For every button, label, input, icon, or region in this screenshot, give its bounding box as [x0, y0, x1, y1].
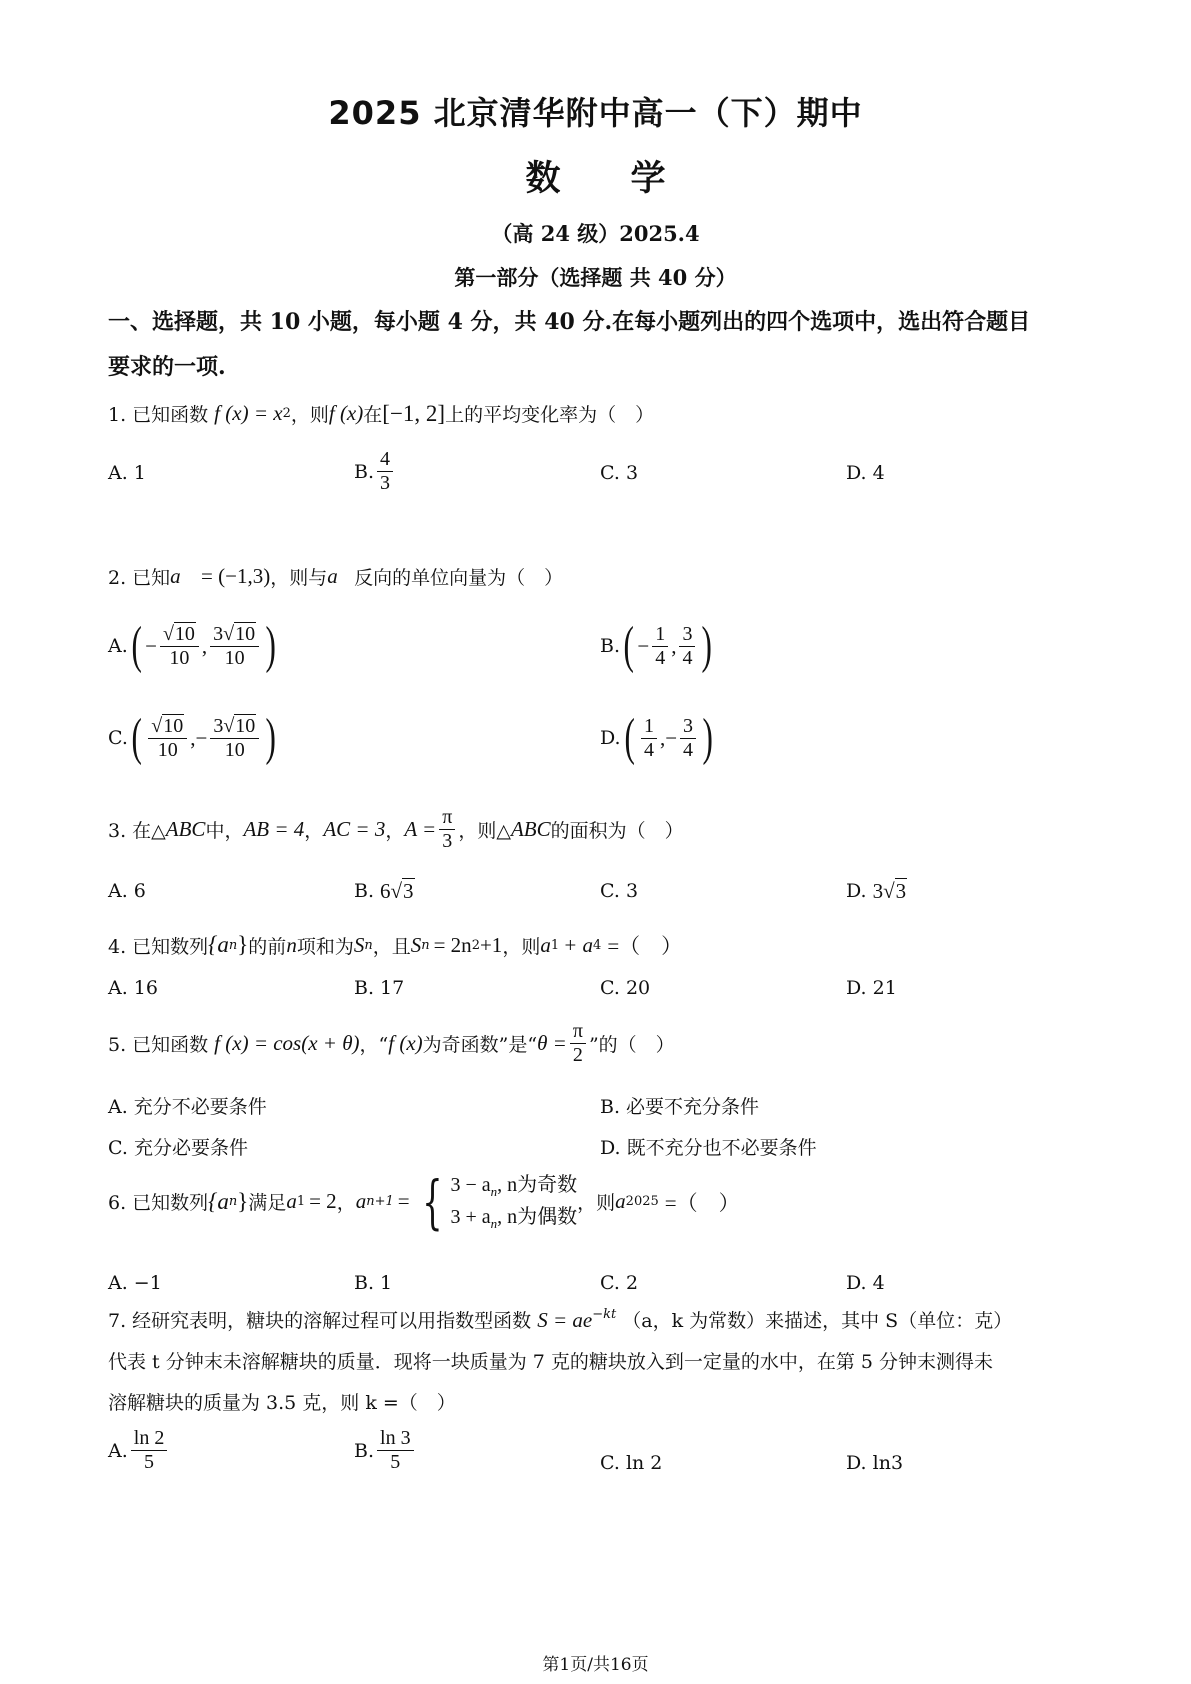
q7-line1: 7. 经研究表明，糖块的溶解过程可以用指数型函数 $S = ae^{-kt}$ （a，k 为常数）来描述，其中 S（单位：克） [108, 1307, 1013, 1332]
q3-den: 3 [442, 830, 453, 852]
q4-option-b: B. 17 [354, 977, 405, 999]
q2-c-rad2: 10 [235, 715, 256, 737]
q1-option-b [354, 448, 396, 495]
q7-line3: 溶解糖块的质量为 3.5 克，则 k =（ ） [108, 1392, 456, 1414]
q1-option-d: D. 4 [846, 462, 885, 484]
q2-d-den1: 4 [643, 738, 654, 761]
q6-option-c: C. 2 [600, 1272, 639, 1294]
exam-title: 2025 北京清华附中高一（下）期中 [328, 94, 863, 132]
q6-eq: = [397, 1189, 410, 1213]
q6-an1: a [355, 1189, 367, 1213]
q2-mid: ，则与 [270, 567, 328, 589]
q3-angle-fraction [439, 806, 455, 853]
q7-option-c: C. ln 2 [600, 1452, 663, 1474]
q4-mid2: 项和为 [296, 935, 354, 958]
q1-option-b-num: 4 [377, 448, 393, 472]
q6-a1-eq: = 2 [309, 1189, 337, 1213]
q4-s: S [353, 932, 365, 957]
q6-seq-sub: n [228, 1194, 238, 1209]
q2-d-num2: 3 [680, 715, 696, 739]
q2-a-sign: − [145, 633, 157, 658]
q2-c-sign: − [195, 725, 208, 750]
q2-a-frac2: 3√ 10 10 [210, 622, 259, 670]
q3-option-b: B. 6 √ 3 [354, 878, 414, 903]
q2-b-num1: 1 [652, 623, 668, 647]
q6-option-d: D. 4 [846, 1272, 885, 1294]
q4-n: n [286, 932, 297, 957]
q3-option-d-label: D. [846, 880, 867, 902]
q2-c-rparen: ) [265, 709, 277, 766]
q3-ab: AB = 4 [243, 817, 305, 841]
q4-seq: {a [208, 932, 229, 957]
q5-option-c: C. 充分必要条件 [108, 1137, 248, 1159]
q5-mid1: ，“ [359, 1034, 389, 1056]
q2-option-b: B. ( − $\frac{1}{4}$ , $\frac{3}{4}$ ) [600, 617, 713, 674]
question-7 [108, 1294, 1083, 1424]
q2-a-frac1: √ 10 10 [160, 622, 199, 670]
q2-a-den1: 10 [169, 647, 190, 669]
q1-function-ref: f (x) [328, 401, 364, 425]
q7-option-a-label: A. [108, 1439, 128, 1462]
q5-mid2: 为奇函数”是“ [422, 1034, 538, 1056]
q7-option-b-label: B. [354, 1439, 375, 1462]
q6-prefix: 6. 已知数列 [108, 1192, 209, 1214]
q4-prefix: 4. 已知数列 [108, 935, 209, 958]
part-heading: 第一部分（选择题 共 40 分） [454, 265, 737, 290]
q1-option-b-den: 3 [380, 472, 391, 494]
q2-vector: a⃗ [170, 564, 198, 588]
q6-option-a: A. −1 [108, 1272, 162, 1294]
q4-mid4: ，则 [502, 935, 541, 958]
q2-b-sign: − [637, 633, 650, 658]
q2-prefix: 2. 已知 [108, 567, 171, 589]
q2-d-num1: 1 [641, 715, 657, 739]
q2-b-lparen: ( [623, 617, 634, 674]
q4-plus: + a [563, 932, 594, 957]
q3-angle: A = [404, 817, 437, 841]
q3-option-b-label: B. [354, 880, 375, 902]
q6-a2025-sub: 2025 [625, 1194, 659, 1209]
q1-suffix: 上的平均变化率为（ ） [445, 404, 655, 426]
q7-option-a-num: ln 2 [131, 1427, 168, 1451]
q4-option-a: A. 16 [108, 977, 158, 999]
q3-sep2: ， [385, 820, 405, 842]
q6-sep: ， [336, 1192, 356, 1214]
q2-option-c: C. ( √ 10 10 , − 3√ 10 10 ) [108, 709, 277, 766]
q2-a-rad1: 10 [174, 623, 195, 645]
q6-a1-sub: 1 [296, 1194, 306, 1209]
q6-case1: $3 - a_n$, n为奇数 [450, 1174, 578, 1199]
q2-c-rad1: 10 [163, 715, 184, 737]
q4-suffix: =（ ） [607, 934, 683, 958]
q1-function: f (x) = x [214, 401, 283, 425]
q6-piecewise [414, 1167, 578, 1236]
question-2 [108, 563, 563, 590]
q1-mid: ，则 [290, 404, 329, 426]
q1-option-b-fraction [377, 448, 393, 495]
q7-formula: S = ae [537, 1308, 593, 1332]
q5-function-ref: f (x) [388, 1031, 423, 1055]
q3-option-b-rad: 3 [403, 879, 414, 903]
q5-theta-fraction [570, 1020, 586, 1067]
q7-option-a-fraction [131, 1427, 168, 1474]
q4-a4-sub: 4 [593, 937, 602, 953]
q3-option-d-coef: 3 [872, 878, 884, 903]
q3-option-d: D. 3 √ 3 [846, 878, 907, 903]
q5-option-d: D. 既不充分也不必要条件 [600, 1137, 817, 1159]
q1-interval: [−1, 2] [382, 400, 446, 426]
q2-b-rparen: ) [701, 617, 713, 674]
q5-function: f (x) = cos(x + θ) [214, 1031, 360, 1055]
q4-s2: S [410, 932, 422, 957]
q3-mid2: ，则△ [458, 820, 511, 842]
q6-mid1: 满足 [248, 1192, 287, 1214]
q2-b-den2: 4 [682, 646, 693, 669]
q5-pi: π [570, 1020, 586, 1044]
q4-mid1: 的前 [248, 935, 287, 958]
q2-d-sign: − [665, 725, 678, 750]
q2-c-den1: 10 [157, 739, 178, 761]
q6-case2: $3 + a_n$, n为偶数 [450, 1205, 578, 1231]
q1-option-b-label: B. [354, 460, 375, 483]
question-6 [108, 1167, 740, 1236]
q2-a-den2: 10 [224, 647, 245, 669]
q5-option-a: A. 充分不必要条件 [108, 1096, 267, 1118]
q4-eq-sup: 2 [471, 937, 480, 953]
q6-suffix: =（ ） [664, 1190, 740, 1215]
q1-option-a: A. 1 [108, 462, 146, 484]
q2-option-a: A. ( − √ 10 10 , 3√ 10 10 ) [108, 617, 277, 674]
q4-s-sub: n [364, 937, 373, 953]
q5-option-b: B. 必要不充分条件 [600, 1096, 760, 1118]
q1-in: 在 [363, 404, 383, 426]
q4-seq-sub: n [228, 937, 238, 953]
q4-option-d: D. 21 [846, 977, 897, 999]
q7-option-b-fraction [377, 1427, 414, 1474]
q3-triangle-ref: ABC [510, 817, 551, 841]
q2-a-rparen: ) [265, 617, 277, 674]
q1-option-c: C. 3 [600, 462, 639, 484]
q6-option-b: B. 1 [354, 1272, 393, 1294]
q2-option-b-label: B. [600, 635, 621, 657]
q2-a-coef2: 3 [213, 623, 224, 645]
q2-c-coef2: 3 [213, 715, 224, 737]
q3-ac: AC = 3 [323, 817, 386, 841]
q4-a1: a [540, 932, 551, 957]
section-instruction-line1: 一、选择题，共 10 小题，每小题 4 分，共 40 分.在每小题列出的四个选项中，选出符合题目 [108, 309, 1031, 335]
q6-a1: a [286, 1189, 297, 1213]
question-4 [108, 930, 682, 960]
q2-b-frac2 [679, 623, 695, 670]
q3-option-c: C. 3 [600, 880, 639, 902]
q3-prefix: 3. 在△ [108, 820, 166, 842]
q2-a-rad2: 10 [235, 623, 256, 645]
q2-d-den2: 4 [683, 738, 694, 761]
q3-suffix: 的面积为（ ） [550, 820, 684, 842]
q7-formula-sup: −kt [592, 1307, 617, 1322]
q7-option-a-den: 5 [144, 1451, 155, 1473]
q2-b-den1: 4 [655, 646, 666, 669]
q2-c-den2: 10 [224, 739, 245, 761]
q7-option-a [108, 1427, 170, 1474]
question-1 [108, 400, 654, 427]
q3-option-d-rad: 3 [895, 879, 907, 903]
q7-option-b [354, 1427, 417, 1474]
q4-seq-close: } [237, 932, 249, 957]
q2-c-frac2: 3√ 10 10 [210, 714, 259, 762]
q6-mid2: ，则 [577, 1192, 616, 1214]
q2-c-lparen: ( [131, 709, 142, 766]
q2-c-frac1: √ 10 10 [148, 714, 187, 762]
q4-a1-sub: 1 [550, 937, 560, 953]
q2-d-frac2 [680, 715, 696, 762]
q4-eq-tail: +1 [479, 932, 503, 957]
q3-option-a: A. 6 [108, 880, 146, 902]
question-5 [108, 1020, 675, 1067]
q7-option-d: D. ln3 [846, 1452, 904, 1474]
question-3 [108, 806, 684, 853]
q6-a2025: a [615, 1189, 626, 1213]
q2-option-a-label: A. [108, 635, 128, 657]
grade-label: （高 24 级）2025.4 [491, 221, 700, 246]
q2-d-frac1 [641, 715, 657, 762]
q2-option-c-label: C. [108, 727, 128, 749]
q4-eq: = 2n [433, 932, 472, 957]
q2-vector-ref: a⃗ [327, 564, 355, 588]
q2-b-num2: 3 [679, 623, 695, 647]
q3-sep1: ， [304, 820, 324, 842]
q2-b-frac1 [652, 623, 668, 670]
q1-prefix: 1. 已知函数 [108, 404, 209, 426]
q2-option-d: D. ( $\frac{1}{4}$ , − $\frac{3}{4}$ ) [600, 709, 713, 766]
q2-vector-value: = (−1,3) [201, 564, 271, 588]
q5-suffix: ”的（ ） [588, 1034, 675, 1056]
q6-brace: { [421, 1167, 443, 1236]
subject-title: 数 学 [525, 159, 666, 199]
q2-suffix: 反向的单位向量为（ ） [354, 567, 564, 589]
q7-line2: 代表 t 分钟末未溶解糖块的质量．现将一块质量为 7 克的糖块放入到一定量的水中，在第 5 分钟末测得未 [108, 1351, 994, 1373]
q6-an1-sub: n+1 [366, 1194, 394, 1209]
q2-d-rparen: ) [702, 709, 713, 766]
q4-s2-sub: n [421, 937, 430, 953]
q2-d-lparen: ( [624, 709, 635, 766]
q2-a-lparen: ( [131, 617, 142, 674]
q6-seq: {a [208, 1188, 229, 1214]
q5-theta: θ = [537, 1031, 567, 1055]
q3-option-b-coef: 6 [380, 878, 391, 903]
q1-exponent: 2 [282, 406, 291, 421]
q4-option-c: C. 20 [600, 977, 651, 999]
q5-den: 2 [572, 1044, 583, 1066]
q6-seq-close: } [237, 1188, 249, 1214]
q3-triangle: ABC [165, 817, 206, 841]
q2-option-d-label: D. [600, 727, 621, 749]
q7-option-b-num: ln 3 [377, 1427, 414, 1451]
q7-option-b-den: 5 [390, 1451, 401, 1473]
page-number: 第1页/共16页 [542, 1655, 649, 1675]
q5-prefix: 5. 已知函数 [108, 1034, 209, 1056]
q3-pi: π [439, 806, 455, 830]
section-instruction-line2: 要求的一项. [108, 354, 226, 380]
q3-mid1: 中， [205, 820, 244, 842]
q4-mid3: ，且 [372, 935, 411, 958]
